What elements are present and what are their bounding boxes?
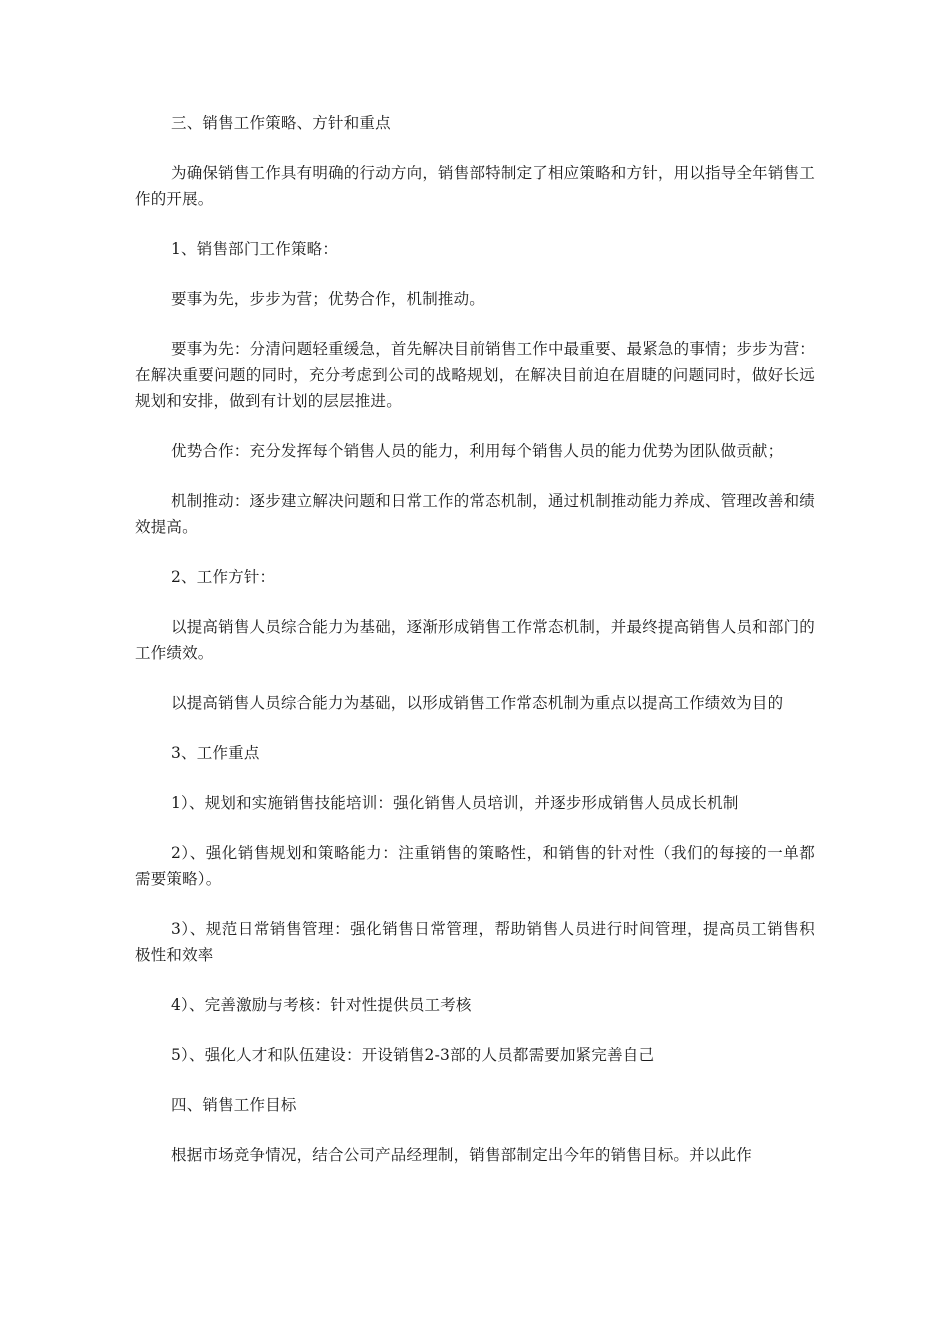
section-heading-3: 三、销售工作策略、方针和重点: [171, 114, 391, 132]
paragraph-strategy-summary: 要事为先，步步为营；优势合作，机制推动。: [171, 290, 486, 308]
focus-item-2: 2）、强化销售规划和策略能力：注重销售的策略性，和销售的针对性（我们的每接的一单都需要策略）。: [135, 844, 815, 888]
subheading-policy: 2、工作方针：: [171, 568, 276, 586]
paragraph-advantage-cooperation: 优势合作：充分发挥每个销售人员的能力，利用每个销售人员的能力优势为团队做贡献；: [171, 442, 784, 460]
paragraph-mechanism-drive: 机制推动：逐步建立解决问题和日常工作的常态机制，通过机制推动能力养成、管理改善和绩效提高。: [135, 492, 815, 536]
document-body: [135, 110, 815, 1192]
paragraph-policy-2: 以提高销售人员综合能力为基础，以形成销售工作常态机制为重点以提高工作绩效为目的: [171, 694, 784, 712]
section-heading-4: 四、销售工作目标: [171, 1096, 297, 1114]
paragraph-priority-first: 要事为先：分清问题轻重缓急，首先解决目前销售工作中最重要、最紧急的事情；步步为营：在解决重要问题的同时，充分考虑到公司的战略规划，在解决目前迫在眉睫的问题同时，做好长远规划和安排，做到有计划的层层推进。: [135, 340, 815, 410]
paragraph-intro: 为确保销售工作具有明确的行动方向，销售部特制定了相应策略和方针，用以指导全年销售工作的开展。: [135, 164, 815, 208]
focus-item-1: 1）、规划和实施销售技能培训：强化销售人员培训，并逐步形成销售人员成长机制: [171, 794, 739, 812]
subheading-strategy: 1、销售部门工作策略：: [171, 240, 339, 258]
paragraph-sales-target: 根据市场竞争情况，结合公司产品经理制，销售部制定出今年的销售目标。并以此作: [171, 1146, 752, 1164]
subheading-focus: 3、工作重点: [171, 744, 260, 762]
focus-item-3: 3）、规范日常销售管理：强化销售日常管理，帮助销售人员进行时间管理，提高员工销售积极性和效率: [135, 920, 815, 964]
focus-item-5: 5）、强化人才和队伍建设：开设销售2-3部的人员都需要加紧完善自己: [171, 1046, 655, 1064]
paragraph-policy-1: 以提高销售人员综合能力为基础，逐渐形成销售工作常态机制，并最终提高销售人员和部门的工作绩效。: [135, 618, 815, 662]
focus-item-4: 4）、完善激励与考核：针对性提供员工考核: [171, 996, 472, 1014]
